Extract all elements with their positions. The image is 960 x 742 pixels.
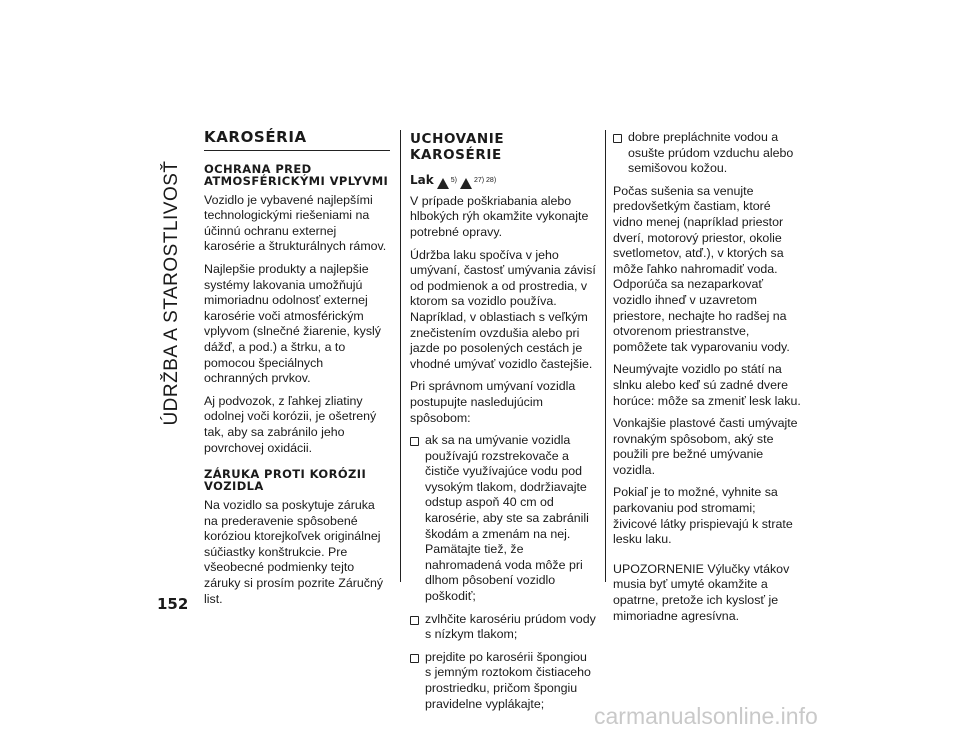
- sidebar-title-text: ÚDRŽBA A STAROSTLIVOSŤ: [161, 160, 182, 426]
- warning-paragraph: UPOZORNENIE Výlučky vtákov musia byť umyté okamžite a opatrne, pretože ich kyslosť je mimoriadne agresívna.: [613, 561, 790, 623]
- reference-note: 27) 28): [473, 177, 497, 185]
- section-sidebar-title: [158, 128, 186, 458]
- list-item: dobre prepláchnite vodou a osušte prúdom vzduchu alebo semišovou kožou.: [613, 130, 803, 177]
- column-uchovanie: [410, 127, 596, 719]
- column-karoseria: [204, 127, 390, 614]
- watermark: carmanualsonline.info: [594, 703, 818, 729]
- reference-note: 5): [450, 177, 457, 185]
- checkbox-bullet-icon: [613, 134, 622, 143]
- list-item: zvlhčite karosériu prúdom vody s nízkym tlakom;: [410, 612, 596, 643]
- column-divider-1: [400, 130, 401, 582]
- heading-ochrana: OCHRANA PRED ATMOSFÉRICKÝMI VPLYVMI: [204, 161, 389, 188]
- paragraph: Aj podvozok, z ľahkej zliatiny odolnej voči korózii, je ošetrený tak, aby sa zabránilo jeho povrchovej oxidácii.: [204, 393, 377, 455]
- column-divider-2: [605, 130, 606, 582]
- paragraph: Údržba laku spočíva v jeho umývaní, častosť umývania závisí od podmienok a od prostredia, v ktorom sa vozidlo používa. Napríklad, v oblastiach s veľkým znečistením ovzdušia alebo pri jazde po posolených cestách je vhodné umývať vozidlo častejšie.: [410, 247, 596, 371]
- page-number: 152: [157, 595, 189, 613]
- checkbox-bullet-icon: [410, 654, 419, 663]
- section-title-uchovanie: UCHOVANIE KAROSÉRIE: [410, 131, 505, 163]
- paragraph: Najlepšie produkty a najlepšie systémy lakovania umožňujú mimoriadnu odolnosť externej karosérie voči atmosférickým vplyvom (slnečné žiarenie, kyslý dážď, a pod.) a štrku, a to pomocou špeciálnych ochranných prvkov.: [204, 261, 381, 386]
- paragraph: Na vozidlo sa poskytuje záruka na prederavenie spôsobené koróziou ktorejkoľvek originálnej súčiastky konštrukcie. Pre všeobecné podmienky tejto záruky si prosím pozrite Záručný list.: [204, 498, 384, 606]
- checkbox-bullet-icon: [410, 616, 419, 625]
- warning-triangle-icon: [437, 178, 449, 189]
- list-item: prejdite po karosérii špongiou s jemným roztokom čistiaceho prostriedku, pričom špongiu pravidelne vyplákajte;: [410, 650, 596, 712]
- checkbox-bullet-icon: [410, 437, 419, 446]
- paragraph: Počas sušenia sa venujte predovšetkým častiam, ktoré vidno menej (napríklad priestor dverí, motorový priestor, okolie svetlometov, atď.), v ktorých sa môže ľahko nahromadiť voda. Odporúča sa nezaparkovať vozidlo ihneď v uzavretom priestore, nechajte ho radšej na otvorenom priestranstve, pomôžete tak vyparovaniu vody.: [613, 183, 790, 354]
- column-continuation: [613, 130, 803, 631]
- list-item: ak sa na umývanie vozidla používajú rozstrekovače a čističe využívajúce vodu pod vysokým tlakom, dodržiavajte odstup aspoň 40 cm od karosérie, aby ste sa zabránili škodám a zmenám na nej. Pamätajte tiež, že nahromadená voda môže pri dlhom pôsobení vozidlo poškodiť;: [410, 433, 596, 605]
- paragraph: Pri správnom umývaní vozidla postupujte nasledujúcim spôsobom:: [410, 379, 576, 425]
- paragraph: V prípade poškriabania alebo hlbokých rýh okamžite vykonajte potrebné opravy.: [410, 193, 589, 239]
- paragraph: Pokiaľ je to možné, vyhnite sa parkovaniu pod stromami; živicové látky prispievajú k strate lesku laku.: [613, 485, 793, 547]
- heading-zaruka: ZÁRUKA PROTI KORÓZII VOZIDLA: [204, 467, 367, 494]
- paragraph: Neumývajte vozidlo po státí na slnku alebo keď sú zadné dvere horúce: môže sa zmeniť lesk laku.: [613, 362, 801, 408]
- warning-triangle-icon: [460, 178, 472, 189]
- lak-label: Lak: [410, 173, 434, 188]
- section-title-karoseria: KAROSÉRIA: [204, 130, 390, 151]
- paragraph: Vonkajšie plastové časti umývajte rovnakým spôsobom, aký ste použili pre bežné umývanie vozidla.: [613, 416, 798, 477]
- subheading-lak: [410, 173, 596, 189]
- paragraph: Vozidlo je vybavené najlepšími technologickými riešeniami na účinnú ochranu externej karosérie a štrukturálnych rámov.: [204, 192, 387, 254]
